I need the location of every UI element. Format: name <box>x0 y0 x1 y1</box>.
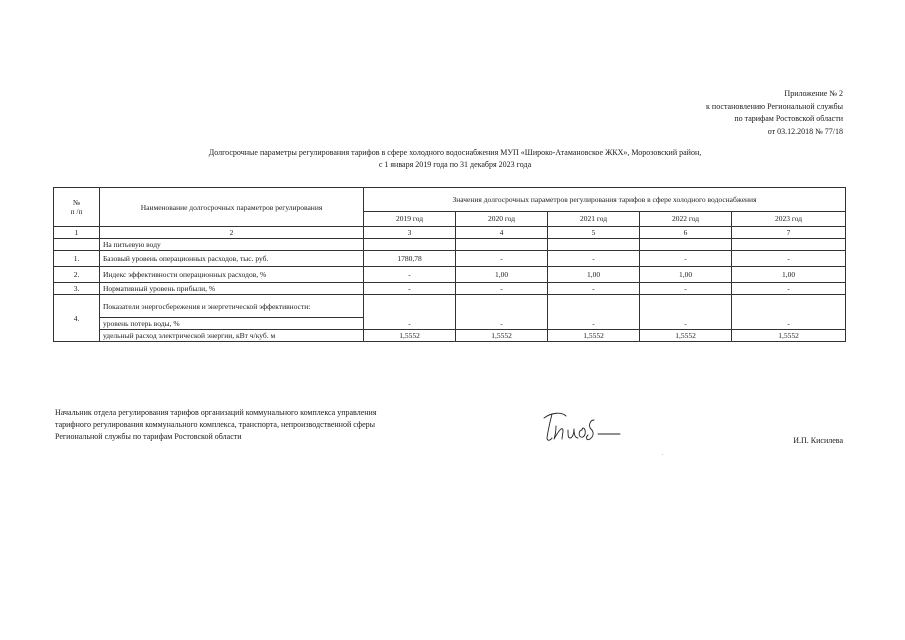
title-line-2: с 1 января 2019 года по 31 декабря 2023 года <box>378 159 532 169</box>
position-line-3: Региональной службы по тарифам Ростовской области <box>55 432 242 441</box>
title-line-1: Долгосрочные параметры регулирования тарифов в сфере холодного водоснабжения МУП «Широко-Атамановское ЖКХ», Морозовский район, <box>208 148 702 157</box>
header-values: Значения долгосрочных параметров регулирования тарифов в сфере холодного водоснабжения <box>364 188 846 212</box>
row-value: - <box>640 318 732 330</box>
index-cell: 3 <box>364 227 456 239</box>
position-line-1: Начальник отдела регулирования тарифов организаций коммунального комплекса управления <box>55 408 377 417</box>
row-value: - <box>364 267 456 283</box>
index-cell: 7 <box>732 227 846 239</box>
row-name: Базовый уровень операционных расходов, тыс. руб. <box>100 251 364 267</box>
row-value: - <box>732 318 846 330</box>
row-value: - <box>548 283 640 295</box>
row-value: - <box>732 283 846 295</box>
row-value: - <box>456 318 548 330</box>
row-value: 1,00 <box>640 267 732 283</box>
table-row <box>54 283 846 295</box>
row-name: уровень потерь воды, % <box>100 318 364 330</box>
index-cell: 1 <box>54 227 100 239</box>
appendix-line-2: к постановлению Региональной службы <box>706 101 843 111</box>
position-line-2: тарифного регулирования коммунального комплекса, транспорта, непроизводственной сферы <box>55 420 375 429</box>
header-num-label: п /п <box>70 207 83 216</box>
section-row <box>54 239 846 251</box>
year-2019: 2019 год <box>364 211 456 226</box>
section-label: На питьевую воду <box>100 239 364 251</box>
year-2020: 2020 год <box>456 211 548 226</box>
row-value: - <box>456 283 548 295</box>
appendix-line-4: от 03.12.2018 № 77/18 <box>767 126 843 136</box>
index-cell: 4 <box>456 227 548 239</box>
appendix-line-1: Приложение № 2 <box>784 89 843 98</box>
row-value: - <box>732 251 846 267</box>
index-cell: 2 <box>100 227 364 239</box>
row-value: - <box>548 251 640 267</box>
signer-name: И.П. Кисилева <box>793 436 843 445</box>
parameters-table <box>53 187 846 342</box>
table-row <box>54 267 846 283</box>
row-num: 2. <box>54 267 100 283</box>
index-cell: 5 <box>548 227 640 239</box>
row-value: 1,00 <box>456 267 548 283</box>
row-value: - <box>548 318 640 330</box>
row-value: 1,5552 <box>548 330 640 342</box>
row-num: 3. <box>54 283 100 295</box>
row-num: 4. <box>54 295 100 342</box>
row-value: - <box>640 251 732 267</box>
row-value: 1,5552 <box>456 330 548 342</box>
table-subrow <box>54 330 846 342</box>
header-name: Наименование долгосрочных параметров регулирования <box>100 188 364 227</box>
row-value: - <box>456 251 548 267</box>
header-num-symbol: № <box>72 198 81 207</box>
signer-position <box>55 407 485 443</box>
year-2022: 2022 год <box>640 211 732 226</box>
row-value: 1,5552 <box>732 330 846 342</box>
year-2021: 2021 год <box>548 211 640 226</box>
index-cell: 6 <box>640 227 732 239</box>
stray-mark: . <box>662 451 664 457</box>
row-value: - <box>364 283 456 295</box>
row-name: Показатели энергосбережения и энергетической эффективности: <box>100 295 364 318</box>
row-value: 1780,78 <box>364 251 456 267</box>
row-value: - <box>640 283 732 295</box>
header-num <box>54 188 100 227</box>
index-row <box>54 227 846 239</box>
document-title <box>95 147 815 170</box>
row-num: 1. <box>54 251 100 267</box>
row-name: Нормативный уровень прибыли, % <box>100 283 364 295</box>
header-row <box>54 188 846 212</box>
handwritten-signature <box>538 408 628 446</box>
row-value: - <box>364 318 456 330</box>
row-value: 1,5552 <box>364 330 456 342</box>
table-row <box>54 295 846 318</box>
table-subrow <box>54 318 846 330</box>
row-value: 1,00 <box>548 267 640 283</box>
appendix-line-3: по тарифам Ростовской области <box>734 114 843 123</box>
year-2023: 2023 год <box>732 211 846 226</box>
row-value: 1,00 <box>732 267 846 283</box>
table-row <box>54 251 846 267</box>
row-value: 1,5552 <box>640 330 732 342</box>
appendix-header <box>583 88 843 138</box>
row-name: Индекс эффективности операционных расходов, % <box>100 267 364 283</box>
row-name: удельный расход электрической энергии, кВт ч/куб. м <box>100 330 364 342</box>
